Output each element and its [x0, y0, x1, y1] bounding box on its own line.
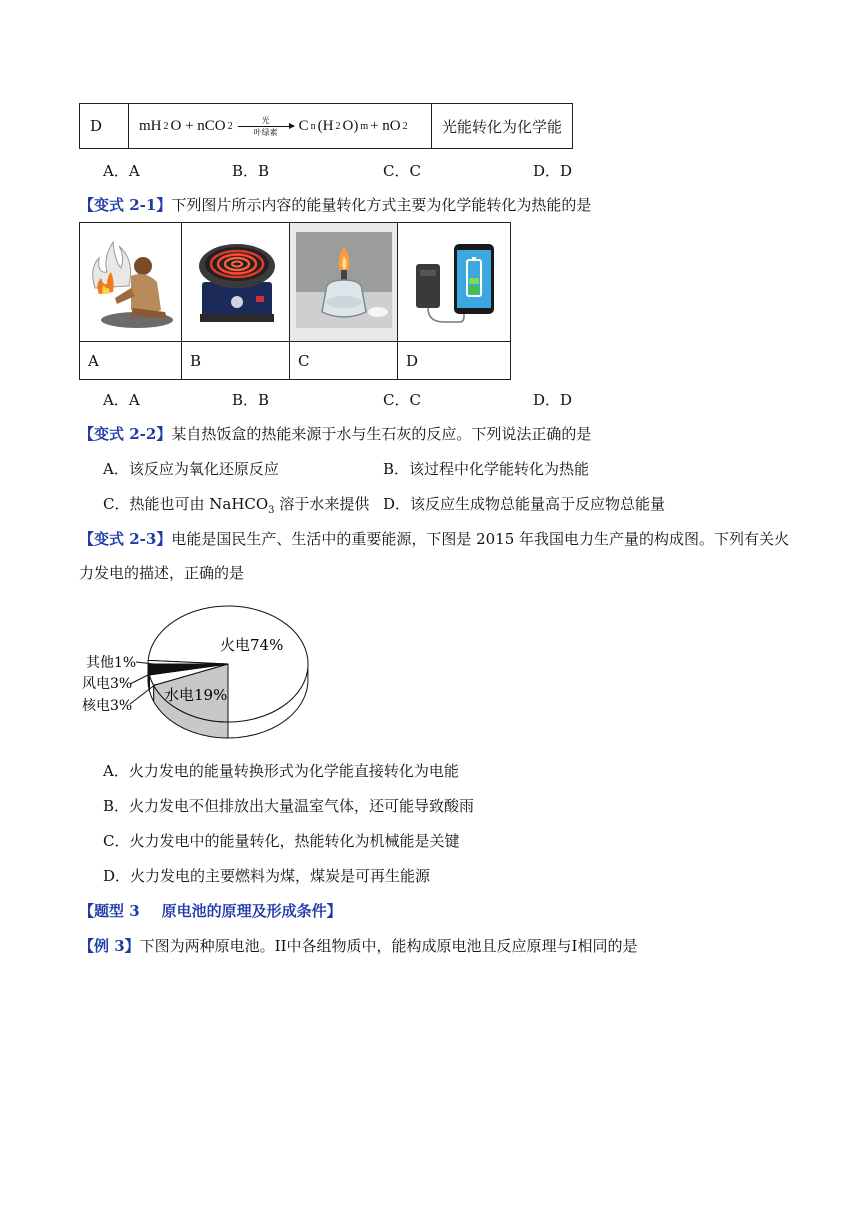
eq-part: mH [139, 117, 162, 134]
eq-part: (H [317, 117, 334, 134]
option-a[interactable]: A．该反应为氧化还原反应 [103, 460, 279, 478]
question-v2-1 [79, 195, 591, 215]
eq-part: O + nCO [170, 117, 226, 134]
eq-sub: m [360, 120, 369, 132]
question-tag: 【变式 2-1】 [79, 196, 172, 214]
option-a[interactable]: A．A [103, 391, 140, 409]
question-v2-3 [79, 529, 789, 549]
option-d[interactable]: D．该反应生成物总能量高于反应物总能量 [383, 495, 666, 513]
image-label-d: D [398, 342, 511, 380]
eq-sub: 2 [402, 120, 408, 132]
pie-label-hedian: 核电3% [82, 698, 133, 714]
reaction-equation [129, 104, 432, 149]
question-tag: 【变式 2-2】 [79, 425, 172, 443]
image-options-table [79, 222, 511, 380]
eq-part: C [298, 117, 309, 134]
option-b[interactable]: B．该过程中化学能转化为热能 [383, 460, 590, 478]
example-3 [79, 936, 637, 956]
question-text: 下列图片所示内容的能量转化方式主要为化学能转化为热能的是 [171, 196, 592, 214]
option-text: C．热能也可由 NaHCO [103, 495, 269, 513]
image-label-b: B [182, 342, 290, 380]
eq-sub: 2 [227, 120, 233, 132]
question-text: 某自热饭盒的热能来源于水与生石灰的反应。下列说法正确的是 [171, 425, 592, 443]
option-d[interactable]: D．D [533, 391, 573, 409]
question-text: 电能是国民生产、生活中的重要能源，下图是 2015 年我国电力生产量的构成图。下列有关火 [171, 530, 790, 548]
subscript: 3 [268, 505, 275, 516]
power-composition-pie-chart [76, 600, 316, 745]
question-tag: 【例 3】 [79, 937, 140, 955]
energy-note: 光能转化为化学能 [432, 104, 573, 149]
equation-table-row-d [79, 103, 573, 149]
option-c[interactable] [103, 494, 369, 521]
question-text-line2: 力发电的描述，正确的是 [79, 564, 245, 582]
eq-part: + nO [370, 117, 401, 134]
image-label-c: C [290, 342, 398, 380]
arrow-condition-above: 光 [261, 115, 270, 125]
pie-label-huodian: 火电74% [220, 636, 284, 654]
eq-sub: 2 [163, 120, 169, 132]
question-text: 下图为两种原电池。II中各组物质中，能构成原电池且反应原理与I相同的是 [139, 937, 638, 955]
option-d[interactable]: D．D [533, 162, 573, 180]
eq-sub: n [310, 120, 316, 132]
reaction-arrow [238, 116, 294, 137]
eq-part: O) [342, 117, 359, 134]
option-text: 溶于水来提供 [274, 495, 370, 513]
image-cell-c [290, 223, 398, 342]
option-c[interactable]: C．C [383, 162, 421, 180]
image-cell-a [80, 223, 182, 342]
image-cell-d [398, 223, 511, 342]
pie-label-qita: 其他1% [86, 655, 137, 671]
electric-stove-icon [190, 230, 282, 330]
image-label-a: A [80, 342, 182, 380]
section-header-3 [79, 901, 342, 921]
pie-group [148, 606, 308, 738]
pie-label-fengdian: 风电3% [82, 676, 133, 692]
caveman-fire-icon [85, 228, 177, 332]
question-tag: 【变式 2-3】 [79, 530, 172, 548]
eq-sub: 2 [335, 120, 341, 132]
option-c[interactable]: C．火力发电中的能量转化，热能转化为机械能是关键 [103, 832, 460, 850]
image-cell-b [182, 223, 290, 342]
option-b[interactable]: B．B [232, 162, 270, 180]
arrow-condition-below: 叶绿素 [253, 127, 278, 137]
option-a[interactable]: A．A [103, 162, 140, 180]
alcohol-lamp-icon [296, 232, 392, 328]
option-b[interactable]: B．火力发电不但排放出大量温室气体，还可能导致酸雨 [103, 797, 475, 815]
option-a[interactable]: A．火力发电的能量转换形式为化学能直接转化为电能 [103, 762, 459, 780]
option-c[interactable]: C．C [383, 391, 421, 409]
section-tag: 【题型 3 [79, 902, 140, 920]
section-title: 原电池的原理及形成条件】 [161, 902, 342, 920]
option-b[interactable]: B．B [232, 391, 270, 409]
phone-charging-icon [404, 232, 504, 328]
row-label: D [80, 104, 129, 149]
question-v2-2 [79, 424, 591, 444]
option-d[interactable]: D．火力发电的主要燃料为煤，煤炭是可再生能源 [103, 867, 431, 885]
pie-label-shuidian: 水电19% [164, 686, 228, 704]
